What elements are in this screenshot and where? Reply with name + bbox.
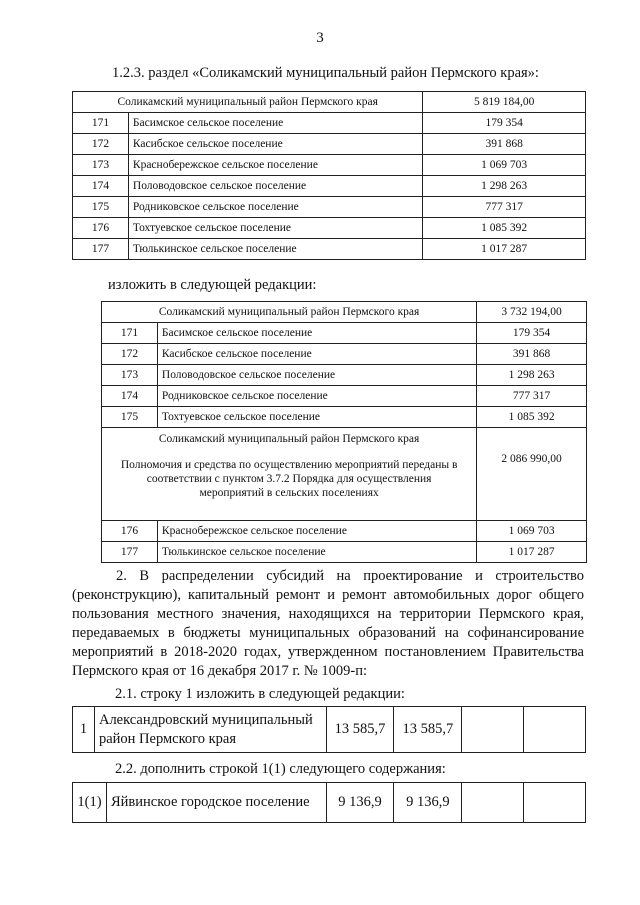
row-value: 391 868 [423, 134, 586, 155]
paragraph-2-1: 2.1. строку 1 изложить в следующей редакции: [115, 686, 405, 702]
row-num: 176 [73, 218, 129, 239]
row-num: 1(1) [73, 783, 107, 823]
row-value: 391 868 [477, 344, 587, 365]
row-num: 172 [102, 344, 158, 365]
table-new [101, 301, 587, 563]
row-value: 777 317 [477, 386, 587, 407]
row-value: 1 298 263 [477, 365, 587, 386]
table-row [73, 239, 586, 260]
row-name: Краснобережское сельское поселение [157, 521, 476, 542]
row-name: Александровский муниципальный район Пермского края [94, 707, 326, 753]
row-name: Родниковское сельское поселение [157, 386, 476, 407]
merged-value: 2 086 990,00 [477, 428, 587, 521]
row-name: Басимское сельское поселение [128, 113, 422, 134]
row-num: 175 [73, 197, 129, 218]
page-number: 3 [316, 30, 324, 46]
merged-line1: Соликамский муниципальный район Пермского края [158, 433, 420, 445]
table-row1 [72, 706, 586, 753]
row-value: 1 017 287 [477, 542, 587, 563]
row-num: 171 [73, 113, 129, 134]
row-value: 1 085 392 [423, 218, 586, 239]
table-row [73, 176, 586, 197]
table-row [102, 365, 587, 386]
table-header-value: 5 819 184,00 [423, 92, 586, 113]
table-row [73, 218, 586, 239]
table-row-merged [102, 428, 587, 521]
row-num: 173 [73, 155, 129, 176]
row-value: 9 136,9 [394, 783, 462, 823]
section-heading: 1.2.3. раздел «Соликамский муниципальный район Пермского края»: [112, 65, 539, 81]
row-value: 13 585,7 [394, 707, 462, 753]
table-row [73, 783, 586, 823]
row-num: 175 [102, 407, 158, 428]
table-row [73, 134, 586, 155]
paragraph-2-2: 2.2. дополнить строкой 1(1) следующего содержания: [115, 761, 446, 777]
row-num: 171 [102, 323, 158, 344]
table-header-name: Соликамский муниципальный район Пермского края [73, 92, 423, 113]
table-header-name: Соликамский муниципальный район Пермского края [102, 302, 477, 323]
table-row [102, 521, 587, 542]
row-value: 1 017 287 [423, 239, 586, 260]
table-row11 [72, 782, 586, 823]
table-old [72, 91, 586, 260]
table-row [102, 344, 587, 365]
row-value: 179 354 [477, 323, 587, 344]
table-row [73, 197, 586, 218]
row-value [524, 783, 586, 823]
table-row [102, 323, 587, 344]
row-value: 1 298 263 [423, 176, 586, 197]
table-row [102, 407, 587, 428]
row-name: Краснобережское сельское поселение [128, 155, 422, 176]
table-row [73, 92, 586, 113]
row-name: Тохтуевское сельское поселение [157, 407, 476, 428]
row-value: 13 585,7 [326, 707, 394, 753]
row-value [524, 707, 586, 753]
row-value: 179 354 [423, 113, 586, 134]
row-name: Тюлькинское сельское поселение [157, 542, 476, 563]
table-row [73, 113, 586, 134]
table-row [102, 542, 587, 563]
table-header-value: 3 732 194,00 [477, 302, 587, 323]
row-num: 173 [102, 365, 158, 386]
row-name: Половодовское сельское поселение [157, 365, 476, 386]
paragraph-2: 2. В распределении субсидий на проектирование и строительство (реконструкцию), капитальный ремонт и ремонт автомобильных дорог общего пользования местного значения, находящихся на территории Пермского края, передаваемых в бюджеты муниципальных образований на софинансирование мероприятий в 2018-2020 годах, утвержденном постановлением Правительства Пермского края от 16 декабря 2017 г. № 1009-п: [72, 568, 584, 679]
table-row [73, 707, 586, 753]
row-value [462, 783, 524, 823]
row-name: Родниковское сельское поселение [128, 197, 422, 218]
row-name: Касибское сельское поселение [128, 134, 422, 155]
row-name: Яйвинское городское поселение [106, 783, 326, 823]
merged-cell [102, 428, 477, 521]
row-name: Тюлькинское сельское поселение [128, 239, 422, 260]
row-name: Половодовское сельское поселение [128, 176, 422, 197]
row-value: 777 317 [423, 197, 586, 218]
row-num: 1 [73, 707, 95, 753]
row-name: Тохтуевское сельское поселение [128, 218, 422, 239]
row-num: 176 [102, 521, 158, 542]
row-num: 172 [73, 134, 129, 155]
row-value: 1 069 703 [477, 521, 587, 542]
table-row [73, 155, 586, 176]
row-value: 1 085 392 [477, 407, 587, 428]
row-num: 177 [102, 542, 158, 563]
row-value: 9 136,9 [326, 783, 394, 823]
table-row [102, 302, 587, 323]
row-num: 174 [102, 386, 158, 407]
row-value [462, 707, 524, 753]
row-num: 177 [73, 239, 129, 260]
row-value: 1 069 703 [423, 155, 586, 176]
table-row [102, 386, 587, 407]
replace-text: изложить в следующей редакции: [108, 277, 317, 293]
row-name: Касибское сельское поселение [157, 344, 476, 365]
row-num: 174 [73, 176, 129, 197]
row-name: Басимское сельское поселение [157, 323, 476, 344]
merged-line2: Полномочия и средства по осуществлению мероприятий переданы в соответствии с пунктом 3.7.2 Порядка для осуществления мероприятий в сельских поселениях [120, 459, 458, 499]
